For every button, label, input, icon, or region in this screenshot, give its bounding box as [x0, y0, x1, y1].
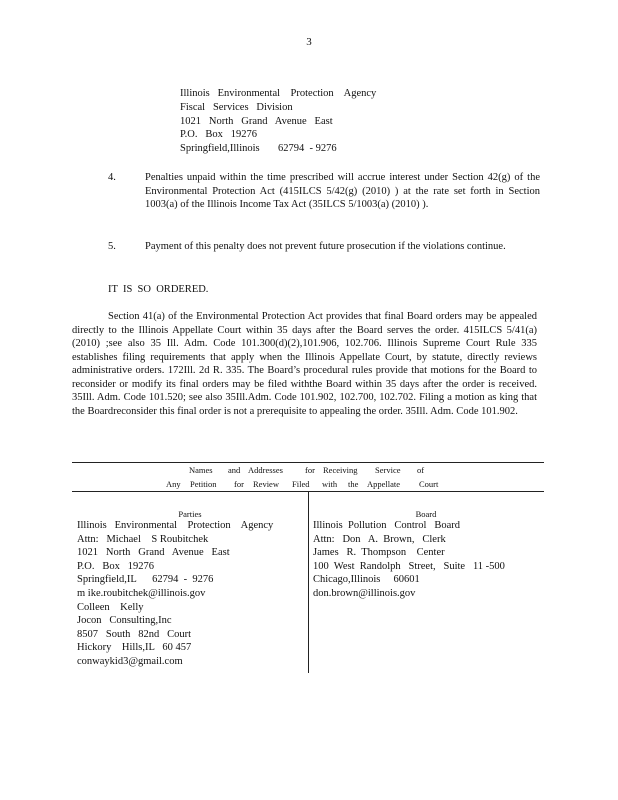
header-word: for	[305, 465, 315, 475]
board-line: Illinois Pollution Control Board	[313, 520, 461, 531]
item-number: 4.	[108, 172, 116, 183]
header-word: with	[322, 479, 338, 489]
board-line: James R. Thompson Center	[313, 547, 445, 559]
header-word: Receiving	[323, 465, 358, 475]
table-top-rule	[72, 462, 544, 463]
header-word: Court	[419, 479, 439, 489]
header-word: for	[234, 479, 244, 489]
board-email[interactable]: don.brown@illinois.gov	[313, 587, 416, 599]
page-number: 3	[306, 36, 312, 48]
party-line: Attn: Michael S Roubitchek	[77, 533, 209, 545]
address-line: Springfield,Illinois 62794 - 9276	[180, 143, 337, 155]
header-word: of	[417, 465, 425, 475]
party-line: P.O. Box 19276	[77, 560, 155, 572]
header-word: Addresses	[248, 465, 283, 475]
party-email[interactable]: conwaykid3@gmail.com	[77, 655, 183, 667]
header-word: Appellate	[367, 479, 401, 489]
address-line: P.O. Box 19276	[180, 129, 258, 141]
parties-heading: Parties	[178, 509, 202, 519]
header-word: Petition	[190, 479, 217, 489]
board-heading: Board	[415, 509, 437, 519]
header-word: Service	[375, 465, 401, 475]
party-line: Jocon Consulting,Inc	[77, 615, 172, 627]
party-line: 1021 North Grand Avenue East	[77, 547, 230, 559]
item-text: Payment of this penalty does not prevent future prosecution if the violations continue.	[145, 241, 506, 252]
parties-list	[77, 519, 273, 669]
header-word: Filed	[292, 479, 310, 489]
board-line: Attn: Don A. Brown, Clerk	[313, 533, 446, 545]
so-ordered: IT IS SO ORDERED.	[108, 284, 209, 295]
address-line: 1021 North Grand Avenue East	[180, 115, 333, 127]
party-line: Hickory Hills,IL 60 457	[77, 642, 192, 654]
header-word: Any	[166, 479, 181, 489]
header-word: Names	[189, 465, 213, 475]
item-number: 5.	[108, 241, 116, 252]
header-word: the	[348, 479, 359, 489]
party-line: Colleen Kelly	[77, 601, 144, 613]
party-line: Illinois Environmental Protection Agency	[77, 520, 274, 531]
party-line: 8507 South 82nd Court	[77, 628, 192, 640]
header-word: Review	[253, 479, 279, 489]
party-line: Springfield,IL 62794 - 9276	[77, 574, 214, 586]
appeal-paragraph	[72, 310, 537, 418]
party-email[interactable]: m ike.roubitchek@illinois.gov	[77, 587, 206, 599]
board-line: Chicago,Illinois 60601	[313, 574, 420, 586]
board-list	[313, 519, 505, 601]
address-line: Illinois Environmental Protection Agency	[180, 88, 377, 99]
table-header	[0, 464, 618, 492]
address-line: Fiscal Services Division	[180, 101, 293, 113]
payment-address-block	[180, 87, 376, 156]
header-word: and	[228, 465, 241, 475]
appeal-paragraph-text: Section 41(a) of the Environmental Protection Act provides that final Board orders may be appealed directly to the Illinois Appellate Court within 35 days after the Board serves the order. 415ILCS 5/41(a) (2010) ;see also 35 Ill. Adm. Code 101.300(d)(2),101.906, 102.706. Illinois Supreme Court Rule 335 establishes filing requirements that apply when the Illinois Appellate Court, by statute, directly reviews administrative orders. 172Ill. 2d R. 335. The Board’s procedural rules provide that motions for the Board to reconsider or modify its final orders may be filed withthe Board within 35 days after the order is received. 35Ill. Adm. Code 101.520; see also 35Ill.Adm. Code 101.902, 102.700, 102.702. Filing a motion as king that the Boardreconsider this final order is not a prerequisite to appealing the order. 35Ill. Adm. Code 101.902.	[72, 311, 537, 417]
item-text: Penalties unpaid within the time prescribed will accrue interest under Section 42(g) of the Environmental Protection Act (415ILCS 5/42(g) (2010) ) at the rate set forth in Section 1003(a) of the Illinois Income Tax Act (35ILCS 5/1003(a) (2010) ).	[145, 172, 540, 210]
board-line: 100 West Randolph Street, Suite 11 -500	[313, 560, 505, 572]
